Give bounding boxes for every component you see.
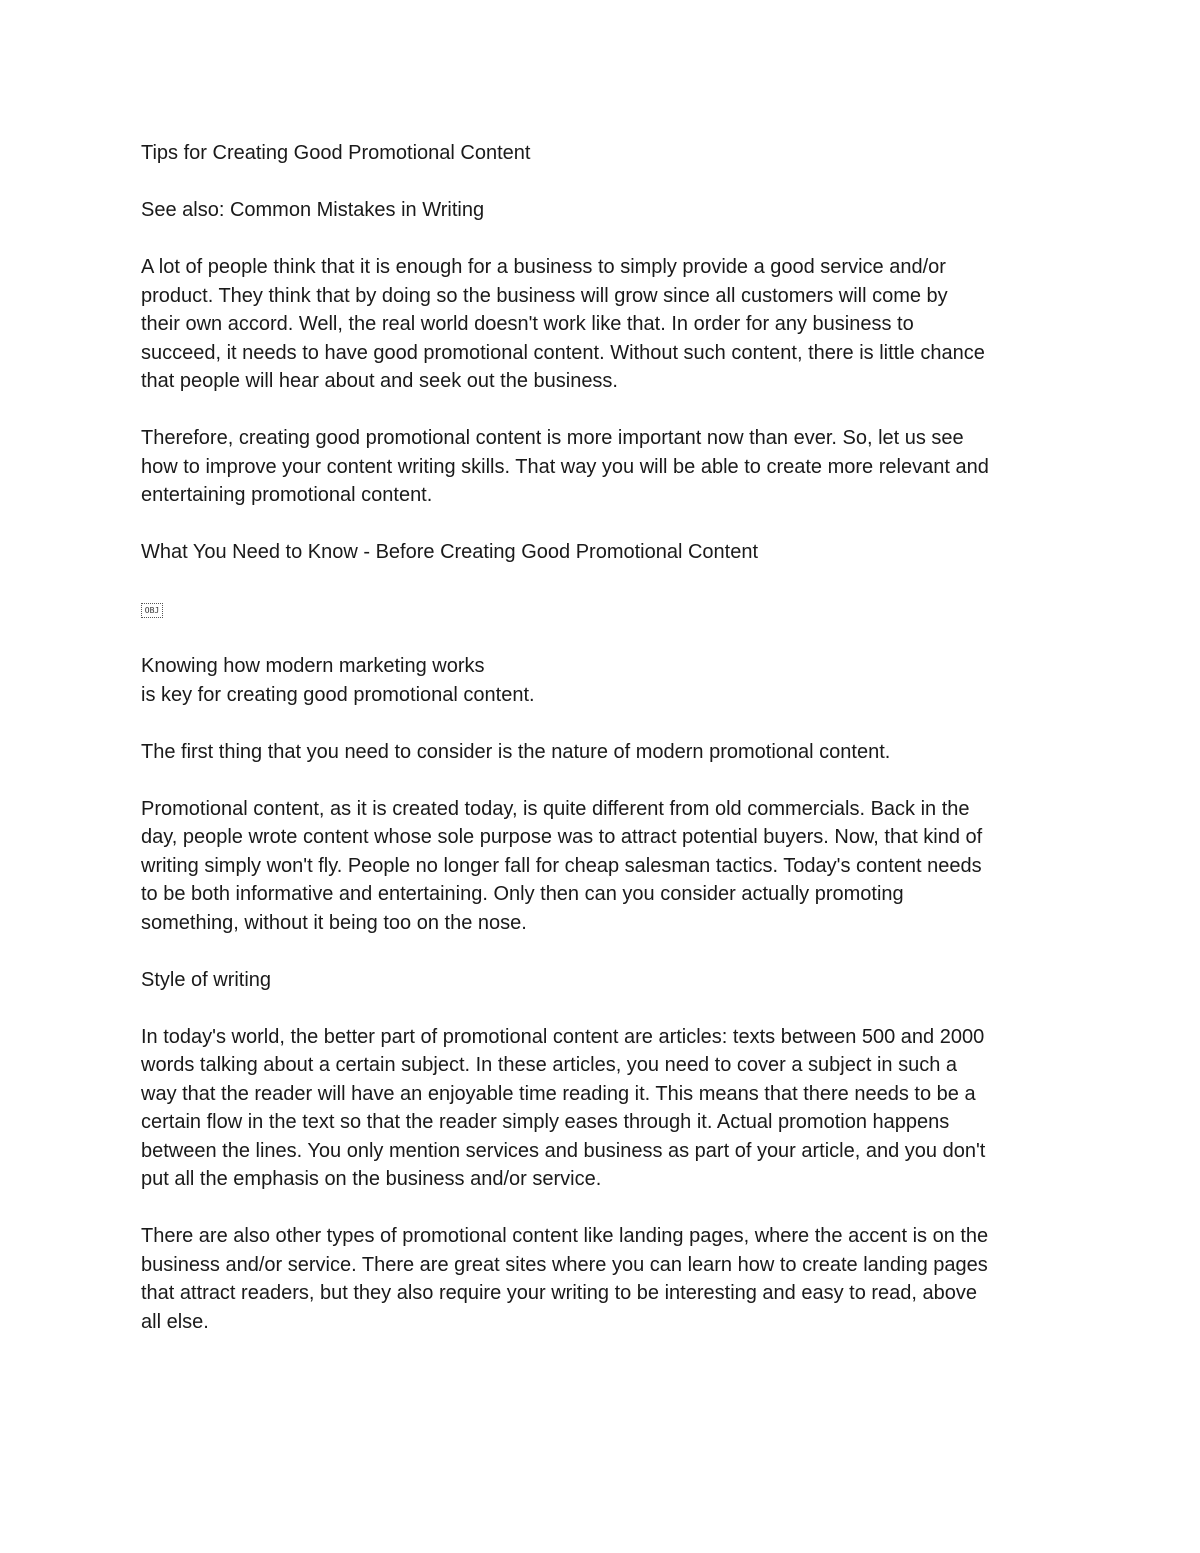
text-line: to be both informative and entertaining. Only then can you consider actually promoting xyxy=(141,883,904,905)
text-line: all else. xyxy=(141,1310,209,1333)
text-line: Promotional content, as it is created today, is quite different from old commercials. Back in the xyxy=(141,797,970,820)
first-thing-paragraph: The first thing that you need to consider is the nature of modern promotional content. xyxy=(141,740,891,763)
object-placeholder-icon: OBJ xyxy=(141,603,163,618)
promotional-content-paragraph xyxy=(141,795,1076,938)
section-heading-style-of-writing: Style of writing xyxy=(141,968,272,991)
text-line: product. They think that by doing so the business will grow since all customers will come by xyxy=(141,284,948,307)
image-caption xyxy=(141,652,1076,709)
text-line: Therefore, creating good promotional content is more important now than ever. So, let us see xyxy=(141,427,964,449)
therefore-paragraph xyxy=(141,424,1076,510)
text-line: that attract readers, but they also require your writing to be interesting and easy to read, above xyxy=(141,1282,978,1304)
landing-pages-paragraph xyxy=(141,1222,1076,1336)
text-line: put all the emphasis on the business and/or service. xyxy=(141,1168,602,1190)
text-line: that people will hear about and seek out the business. xyxy=(141,370,618,392)
text-line: In today's world, the better part of promotional content are articles: texts between 500 and 2000 xyxy=(141,1025,985,1048)
todays-world-paragraph xyxy=(141,1023,1076,1194)
text-line: their own accord. Well, the real world doesn't work like that. In order for any business to xyxy=(141,313,914,335)
document-title: Tips for Creating Good Promotional Content xyxy=(141,142,531,164)
text-line: day, people wrote content whose sole purpose was to attract potential buyers. Now, that kind of xyxy=(141,826,983,848)
text-line: how to improve your content writing skills. That way you will be able to create more relevant and xyxy=(141,455,989,478)
section-heading-what-you-need: What You Need to Know - Before Creating Good Promotional Content xyxy=(141,541,759,563)
text-line: entertaining promotional content. xyxy=(141,484,433,506)
text-line: A lot of people think that it is enough for a business to simply provide a good service and/or xyxy=(141,256,946,278)
text-line: something, without it being too on the nose. xyxy=(141,911,527,934)
text-line: business and/or service. There are great sites where you can learn how to create landing pages xyxy=(141,1253,988,1276)
see-also-line: See also: Common Mistakes in Writing xyxy=(141,199,485,221)
caption-line: Knowing how modern marketing works xyxy=(141,655,485,677)
embedded-object xyxy=(141,595,1076,624)
document-body xyxy=(141,139,1076,1365)
text-line: words talking about a certain subject. In these articles, you need to cover a subject in such a xyxy=(141,1054,958,1076)
text-line: between the lines. You only mention services and business as part of your article, and you don't xyxy=(141,1139,986,1162)
intro-paragraph xyxy=(141,253,1076,396)
text-line: way that the reader will have an enjoyable time reading it. This means that there needs to be a xyxy=(141,1082,976,1105)
caption-line: is key for creating good promotional content. xyxy=(141,683,535,706)
text-line: succeed, it needs to have good promotional content. Without such content, there is little chance xyxy=(141,341,985,364)
text-line: writing simply won't fly. People no longer fall for cheap salesman tactics. Today's content needs xyxy=(141,854,982,877)
text-line: There are also other types of promotional content like landing pages, where the accent is on the xyxy=(141,1225,989,1247)
text-line: certain flow in the text so that the reader simply eases through it. Actual promotion happens xyxy=(141,1111,950,1133)
